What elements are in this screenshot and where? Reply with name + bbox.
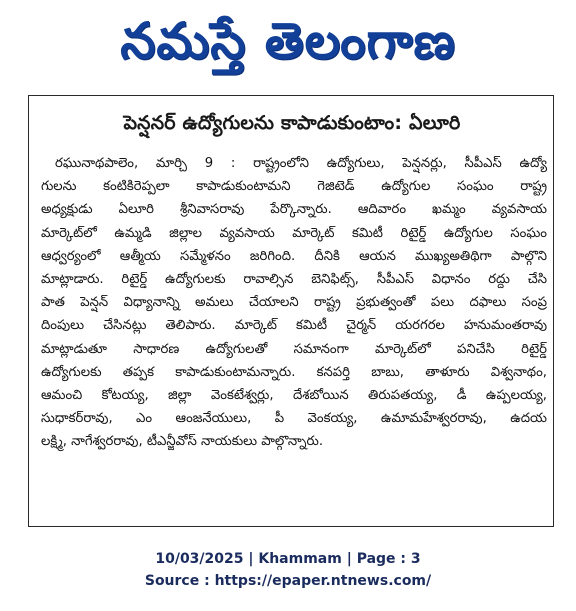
article-body-line: ఆమంచి కోటయ్య, జిల్లా వెంకటేశ్వర్లు, దేశబోయిన తిరుపతయ్య, డీ ఉప్పలయ్య, xyxy=(41,388,547,404)
article-body-line: ఉద్యోగులకు తప్పక కాపాడుకుంటామన్నారు. కనపర్తి బాబు, తాళూరు విశ్వనాథం, xyxy=(41,364,547,380)
article-clipping xyxy=(28,95,554,527)
article-body-line: మార్కెట్‌లో ఉమ్మడి జిల్లాల వ్యవసాయ మార్కెట్ కమిటీ రిటైర్డ్ ఉద్యోగుల సంఘం xyxy=(41,225,547,241)
article-body-line: మాట్లాడారు. రిటైర్డ్ ఉద్యోగులకు రావాల్సిన బెనిఫిట్స్, సీపీఎస్ విధానం రద్దు చేసి xyxy=(41,272,547,288)
article-body-line: ఆధ్వర్యంలో ఆత్మీయ సమ్మేళనం జరిగింది. దీనికి ఆయన ముఖ్యఅతిథిగా పాల్గొని xyxy=(41,248,547,264)
article-headline: పెన్షనర్ ఉద్యోగులను కాపాడుకుంటాం: ఏలూరి xyxy=(123,112,461,134)
edition-info: 10/03/2025 | Khammam | Page : 3 xyxy=(155,551,421,567)
clipping-footer xyxy=(0,548,576,592)
article-body-line: అధ్యక్షుడు ఏలూరి శ్రీనివాసరావు పేర్కొన్నారు. ఆదివారం ఖమ్మం వ్యవసాయ xyxy=(41,202,547,218)
article-body-line: పాత పెన్షన్ విధ్యానాన్ని అమలు చేయాలని రాష్ట్ర ప్రభుత్వంతో పలు దఫాలు సంప్ర xyxy=(41,295,547,311)
article-body xyxy=(41,152,547,454)
article-body-line: రఘునాథపాలెం, మార్చి 9 : రాష్ట్రంలోని ఉద్యోగులు, పెన్షనర్లు, సీపీఎస్ ఉద్యో xyxy=(55,156,547,171)
masthead-logo-text: నమస్తే తెలంగాణ xyxy=(120,12,456,70)
article-body-line: సుధాకర్‌రావు, ఎం ఆంజనేయులు, పీ వెంకయ్య, ఉమామహేశ్వరరావు, ఉదయ xyxy=(41,411,547,427)
article-body-line: లక్ష్మి, నాగేశ్వరరావు, టీఎన్జీవోస్ నాయకులు పాల్గొన్నారు. xyxy=(41,434,324,450)
article-body-line: మాట్లాడుతూ సాధారణ ఉద్యోగులతో సమానంగా మార్కెట్‌లో పనిచేసి రిటైర్డ్ xyxy=(41,341,547,357)
newspaper-masthead xyxy=(0,0,576,82)
source-link[interactable]: Source : https://epaper.ntnews.com/ xyxy=(144,573,432,589)
article-body-line: గులను కంటికిరెప్పలా కాపాడుకుంటామని గెజిటెడ్ ఉద్యోగుల సంఘం రాష్ట్ర xyxy=(41,179,547,195)
article-body-line: దింపులు చేసినట్లు తెలిపారు. మార్కెట్ కమిటీ చైర్మన్ యరగరల హనుమంతరావు xyxy=(41,318,547,334)
